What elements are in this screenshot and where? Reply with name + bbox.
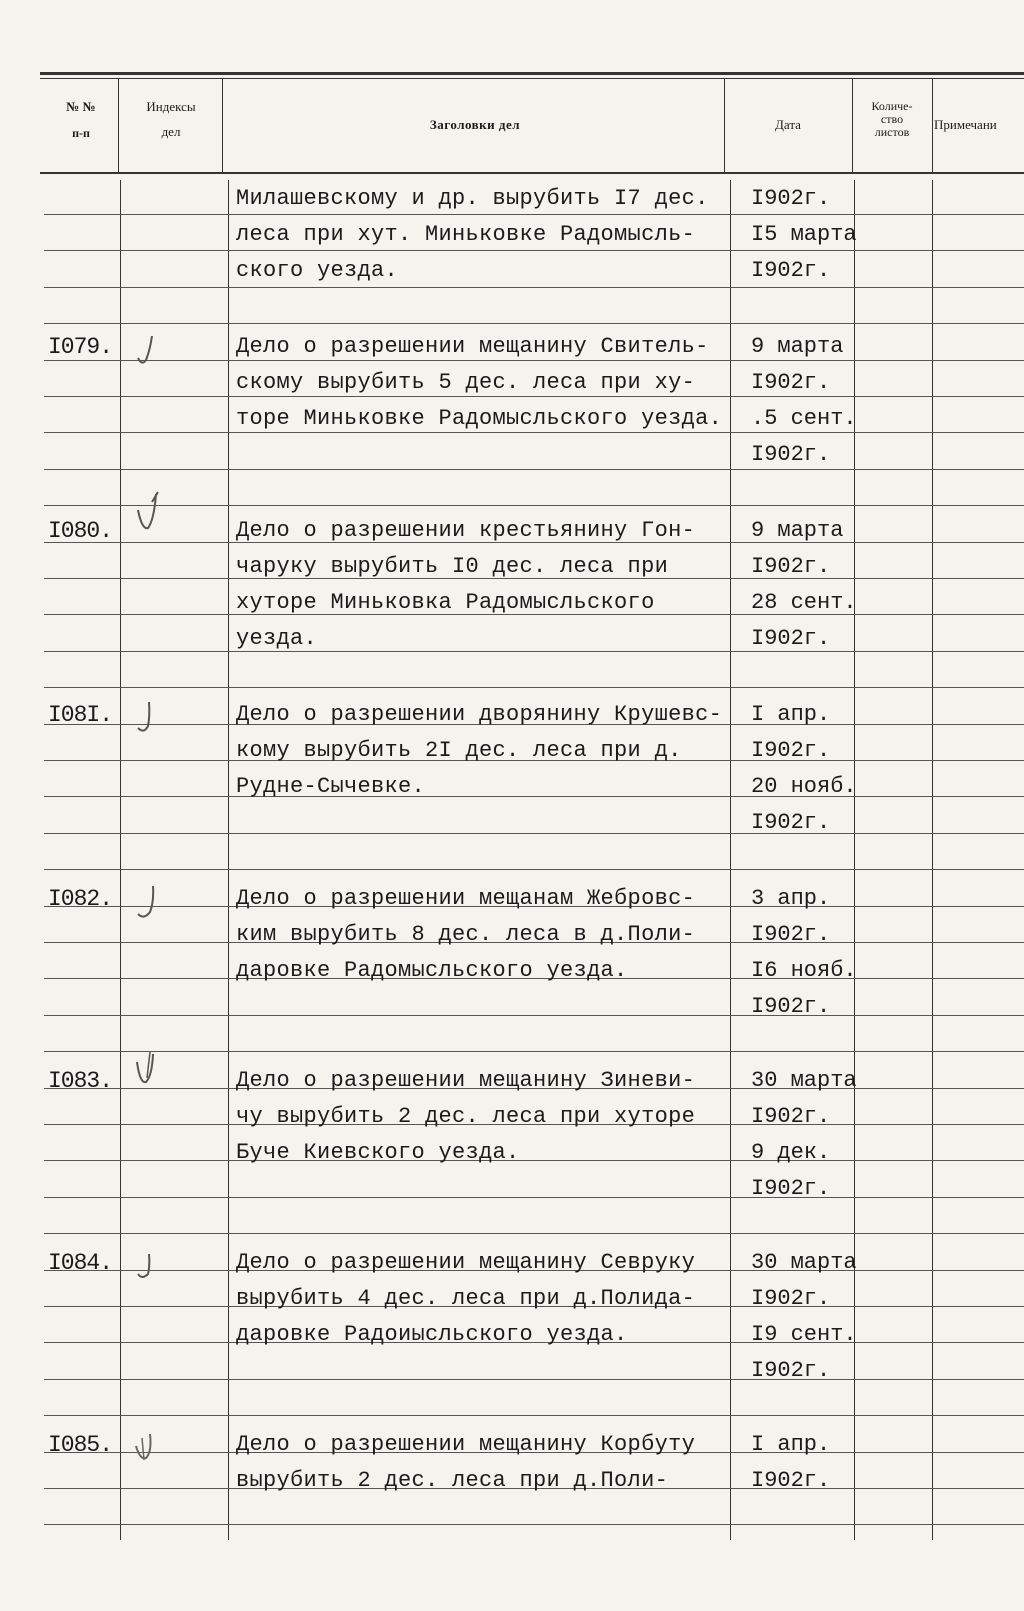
- checkmark-icon: [132, 490, 166, 536]
- date-line: I902г.: [751, 1468, 831, 1493]
- case-number: I08I.: [48, 702, 113, 728]
- row-rule: [44, 1015, 1024, 1016]
- column-line: [228, 180, 229, 1540]
- title-line: Рудне-Сычевке.: [236, 774, 426, 799]
- row-rule: [44, 287, 1024, 288]
- row-rule: [44, 869, 1024, 870]
- title-line: Дело о разрешении дворянину Крушевс-: [236, 702, 723, 727]
- case-number: I080.: [48, 518, 113, 544]
- title-line: Дело о разрешении мещанину Зиневи-: [236, 1068, 696, 1093]
- header-index: [124, 100, 218, 138]
- header-divider: [724, 78, 725, 173]
- title-line: ского уезда.: [236, 258, 399, 283]
- row-rule: [44, 687, 1024, 688]
- date-line: I902г.: [751, 370, 831, 395]
- row-rule: [44, 505, 1024, 506]
- row-rule: [44, 1197, 1024, 1198]
- case-number: I082.: [48, 886, 113, 912]
- date-line: 3 апр.: [751, 886, 831, 911]
- title-line: хуторе Миньковка Радомысльского: [236, 590, 655, 615]
- header-num-line: № №: [66, 99, 96, 114]
- header-date: Дата: [775, 117, 801, 132]
- checkmark-icon: [132, 1430, 162, 1466]
- title-line: Дело о разрешении мещанину Свитель-: [236, 334, 709, 359]
- row-rule: [44, 1233, 1024, 1234]
- date-line: 9 марта: [751, 334, 844, 359]
- header-count: [854, 100, 930, 139]
- header-notes: Примечани: [934, 117, 997, 132]
- header-index-line: дел: [161, 124, 181, 139]
- row-rule: [44, 323, 1024, 324]
- header-num-line: п-п: [72, 126, 90, 140]
- checkmark-icon: [132, 698, 162, 738]
- date-line: I апр.: [751, 702, 831, 727]
- title-line: Буче Киевского уезда.: [236, 1140, 520, 1165]
- checkmark-icon: [132, 880, 166, 924]
- title-line: кому вырубить 2I дес. леса при д.: [236, 738, 682, 763]
- title-line: чаруку вырубить I0 дес. леса при: [236, 554, 669, 579]
- case-number: I079.: [48, 334, 113, 360]
- row-rule: [44, 833, 1024, 834]
- title-line: ким вырубить 8 дес. леса в д.Поли-: [236, 922, 696, 947]
- title-line: Дело о разрешении крестьянину Гон-: [236, 518, 696, 543]
- row-rule: [44, 1160, 1024, 1161]
- top-rule: [40, 72, 1024, 75]
- checkmark-icon: [132, 1248, 162, 1284]
- title-line: даровке Радоиысльского уезда.: [236, 1322, 628, 1347]
- date-line: I6 нояб.: [751, 958, 857, 983]
- header-title: Заголовки дел: [429, 117, 521, 132]
- date-line: I902г.: [751, 554, 831, 579]
- header-count-line: листов: [874, 125, 910, 139]
- date-line: I902г.: [751, 1104, 831, 1129]
- row-rule: [44, 651, 1024, 652]
- title-line: чу вырубить 2 дес. леса при хуторе: [236, 1104, 696, 1129]
- row-rule: [44, 1051, 1024, 1052]
- date-line: I902г.: [751, 186, 831, 211]
- top-rule-thin: [40, 78, 1024, 79]
- date-line: I902г.: [751, 1286, 831, 1311]
- checkmark-icon: [132, 1048, 162, 1092]
- date-line: I902г.: [751, 810, 831, 835]
- row-rule: [44, 1524, 1024, 1525]
- row-rule: [44, 796, 1024, 797]
- case-number: I085.: [48, 1432, 113, 1458]
- row-rule: [44, 214, 1024, 215]
- header-index-line: Индексы: [146, 99, 196, 114]
- date-line: I902г.: [751, 1358, 831, 1383]
- date-line: I9 сент.: [751, 1322, 857, 1347]
- date-line: 30 марта: [751, 1250, 857, 1275]
- checkmark-icon: [132, 330, 162, 370]
- date-line: 9 марта: [751, 518, 844, 543]
- title-line: даровке Радомысльского уезда.: [236, 958, 628, 983]
- case-number: I083.: [48, 1068, 113, 1094]
- title-line: вырубить 2 дес. леса при д.Поли-: [236, 1468, 669, 1493]
- header-divider: [852, 78, 853, 173]
- column-line: [730, 180, 731, 1540]
- column-line: [120, 180, 121, 1540]
- case-number: I084.: [48, 1250, 113, 1276]
- date-line: I902г.: [751, 994, 831, 1019]
- date-line: I902г.: [751, 1176, 831, 1201]
- title-line: леса при хут. Миньковке Радомысль-: [236, 222, 696, 247]
- date-line: I902г.: [751, 442, 831, 467]
- date-line: 28 сент.: [751, 590, 857, 615]
- row-rule: [44, 1379, 1024, 1380]
- header-divider: [932, 78, 933, 173]
- row-rule: [44, 432, 1024, 433]
- title-line: скому вырубить 5 дес. леса при ху-: [236, 370, 696, 395]
- date-line: I902г.: [751, 626, 831, 651]
- date-line: I5 марта: [751, 222, 857, 247]
- date-line: I902г.: [751, 258, 831, 283]
- column-line: [932, 180, 933, 1540]
- date-line: .5 сент.: [751, 406, 857, 431]
- row-rule: [44, 250, 1024, 251]
- row-rule: [44, 396, 1024, 397]
- title-line: вырубить 4 дес. леса при д.Полида-: [236, 1286, 696, 1311]
- header-divider: [222, 78, 223, 173]
- date-line: I апр.: [751, 1432, 831, 1457]
- title-line: Дело о разрешении мещанам Жебровс-: [236, 886, 696, 911]
- header-count-line: Количе-: [871, 99, 913, 113]
- row-rule: [44, 1415, 1024, 1416]
- header-count-line: ство: [880, 112, 904, 126]
- title-line: Дело о разрешении мещанину Корбуту: [236, 1432, 696, 1457]
- date-line: I902г.: [751, 738, 831, 763]
- title-line: Дело о разрешении мещанину Севруку: [236, 1250, 696, 1275]
- row-rule: [44, 360, 1024, 361]
- title-line: уезда.: [236, 626, 318, 651]
- title-line: Милашевскому и др. вырубить I7 дес.: [236, 186, 709, 211]
- row-rule: [44, 469, 1024, 470]
- header-num: [48, 100, 114, 140]
- header-rule: [40, 172, 1024, 174]
- header-divider: [118, 78, 119, 173]
- title-line: торе Миньковке Радомысльского уезда.: [236, 406, 723, 431]
- date-line: I902г.: [751, 922, 831, 947]
- date-line: 9 дек.: [751, 1140, 831, 1165]
- date-line: 30 марта: [751, 1068, 857, 1093]
- date-line: 20 нояб.: [751, 774, 857, 799]
